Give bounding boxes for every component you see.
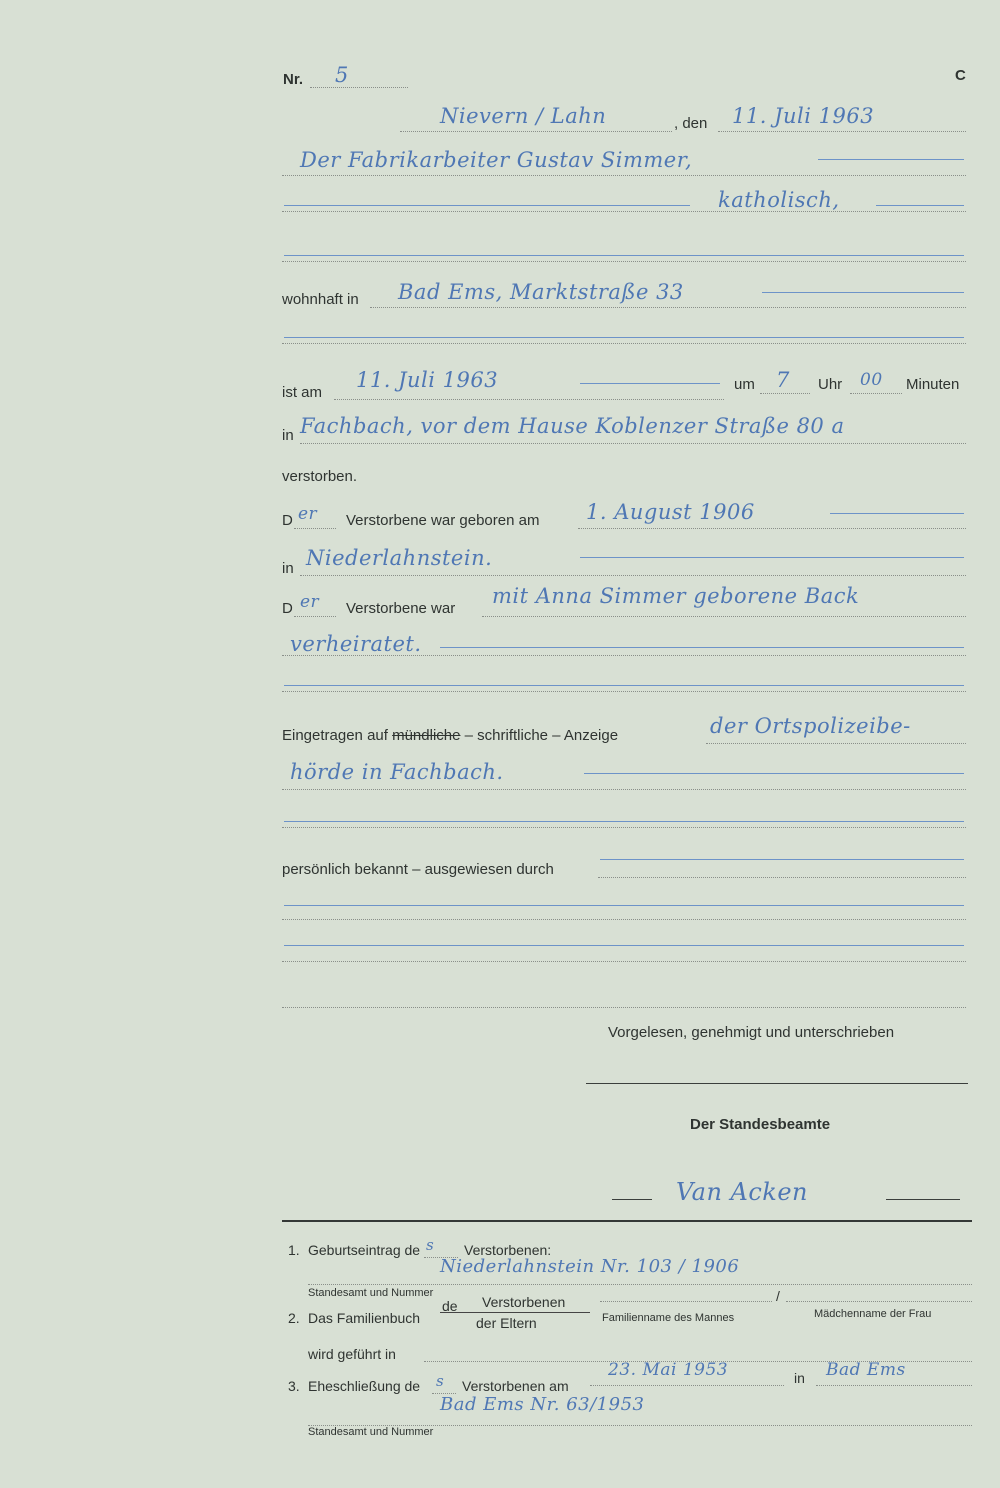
footer-item3-label-a: Eheschließung de [308,1378,421,1394]
birth-place-value: Niederlahnstein. [306,546,493,570]
marital-value-1: mit Anna Simmer geborene Back [492,584,860,608]
footer-item1-value: Niederlahnstein Nr. 103 / 1906 [440,1256,740,1277]
registration-value-1: der Ortspolizeibe- [710,714,911,738]
verstorben-label: verstorben. [282,468,358,485]
footer-separator [282,1220,972,1222]
blank-line [282,260,966,262]
minutes-line [850,392,902,394]
death-place-line [300,442,966,444]
marital-line [482,615,966,617]
blank-line [282,960,966,962]
fill-stroke [818,158,964,160]
blank-line [282,690,966,692]
official-title: Der Standesbeamte [690,1116,831,1133]
read-approved-label: Vorgelesen, genehmigt und unterschrieben [608,1024,895,1041]
registration-line [706,742,966,744]
fill-stroke [284,204,690,206]
registration-label-post: – schriftliche – Anzeige [464,727,619,744]
footer-item2-line-b [786,1300,972,1302]
place-value: Nievern / Lahn [440,104,607,128]
footer-item2-bottom: der Eltern [476,1315,537,1331]
fill-stroke [284,684,964,686]
signature-dash-left [612,1198,652,1200]
signature-rule [586,1082,968,1084]
residence-value: Bad Ems, Marktstraße 33 [398,280,684,304]
footer-item3-place-line [816,1384,972,1386]
footer-item3-caption: Standesamt und Nummer [308,1426,434,1438]
marital-label: Verstorbene war [346,600,456,617]
registration-label-struck: mündliche [392,727,461,744]
death-place-value: Fachbach, vor dem Hause Koblenzer Straße 80 a [300,414,845,438]
hour-value: 7 [776,368,790,392]
person-description: Der Fabrikarbeiter Gustav Simmer, [300,148,693,172]
footer-item2-caption-a: Familienname des Mannes [602,1312,735,1324]
footer-item2-top: Verstorbenen [482,1294,566,1310]
marital-article-prefix: D [282,600,293,617]
registration-line-2 [282,788,966,790]
registration-label [282,727,618,744]
footer-item1-label-a: Geburtseintrag de [308,1242,421,1258]
signature-dash-right [886,1198,960,1200]
fill-stroke [830,512,964,514]
blank-line [282,826,966,828]
fill-stroke [440,646,964,648]
uhr-label: Uhr [818,376,843,393]
footer-item3-suffix: s [436,1372,445,1390]
footer-item3-place: Bad Ems [826,1360,906,1380]
footer-item3-in: in [794,1370,805,1386]
place-line [400,130,672,132]
residence-line [370,306,966,308]
birth-article-suffix: er [298,504,318,524]
fill-stroke [284,254,964,256]
blank-line [282,918,966,920]
birth-date-value: 1. August 1906 [586,500,755,524]
marital-value-2: verheiratet. [290,632,422,656]
date-line [718,130,966,132]
death-date-value: 11. Juli 1963 [356,368,499,392]
footer-item3-value: Bad Ems Nr. 63/1953 [440,1394,645,1415]
footer-item2-line-a [600,1300,772,1302]
den-label: , den [674,115,708,132]
footer-item2-slash: / [776,1288,780,1304]
identification-line [598,876,966,878]
religion-line [282,210,966,212]
official-signature: Van Acken [676,1178,808,1206]
footer-item3-number: 3. [288,1378,300,1394]
minutes-value: 00 [860,370,883,390]
fill-stroke [284,944,964,946]
footer-item1-number: 1. [288,1242,300,1258]
footer-item1-suffix: s [426,1236,435,1254]
fill-stroke [876,204,964,206]
hour-label: um [734,376,755,393]
fill-stroke [762,291,964,293]
nr-line [310,86,408,88]
fill-stroke [580,556,964,558]
residence-label: wohnhaft in [282,291,359,308]
nr-label: Nr. [283,71,304,88]
footer-item2-de: de [442,1298,458,1314]
form-code: C [955,67,966,84]
hour-line [760,392,810,394]
fill-stroke [600,858,964,860]
footer-item2-caption-b: Mädchenname der Frau [814,1308,932,1320]
fill-stroke [284,820,964,822]
fill-stroke [580,382,720,384]
birth-article-line [294,527,336,529]
fill-stroke [284,336,964,338]
footer-item3-date: 23. Mai 1953 [608,1360,729,1380]
birth-place-line [300,574,966,576]
footer-item1-caption: Standesamt und Nummer [308,1287,434,1299]
marital-article-suffix: er [300,592,320,612]
marital-article-line [294,615,336,617]
birth-date-label: Verstorbene war geboren am [346,512,540,529]
death-place-label: in [282,427,294,444]
birth-place-label: in [282,560,294,577]
footer-item1-label-b: Verstorbenen: [464,1242,552,1258]
record-date: 11. Juli 1963 [732,104,875,128]
footer-item2-number: 2. [288,1310,300,1326]
footer-item1-line [308,1283,972,1285]
nr-value: 5 [335,63,349,87]
fill-stroke [284,904,964,906]
fill-stroke [584,772,964,774]
birth-article-prefix: D [282,512,293,529]
death-date-label: ist am [282,384,323,401]
footer-item3-label-b: Verstorbenen am [462,1378,569,1394]
footer-item2-label: Das Familienbuch [308,1310,421,1326]
blank-line [282,342,966,344]
birth-date-line [578,527,966,529]
person-line [282,174,966,176]
footer-item3-date-line [590,1384,784,1386]
registration-label-pre: Eingetragen auf [282,727,388,744]
footer-item2-fraction-bar [440,1312,590,1313]
registration-value-2: hörde in Fachbach. [290,760,504,784]
minuten-label: Minuten [906,376,960,393]
footer-item2-wird-label: wird geführt in [308,1346,396,1362]
death-date-line [334,398,724,400]
religion-value: katholisch, [718,188,840,212]
identification-label: persönlich bekannt – ausgewiesen durch [282,861,554,878]
blank-line [282,1006,966,1008]
